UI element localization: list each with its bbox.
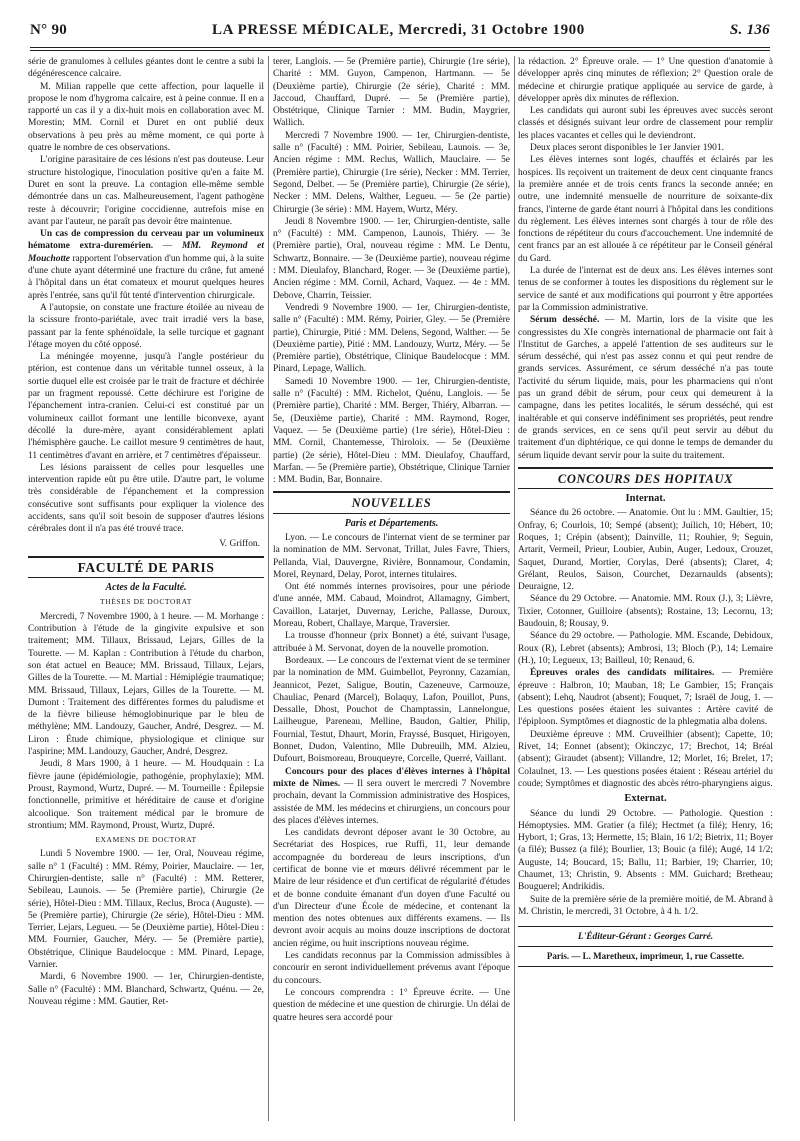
article-paragraph	[518, 667, 773, 728]
article-heading: Un cas de compression du cerveau par un volumineux hématome extra-duremérien.	[28, 229, 264, 252]
paragraph: Lyon. — Le concours de l'internat vient de se terminer par la nomination de MM. Servonat, Trillat, Jules Favre, Thiers, Pellanda, Vial, Dauvergne, Rivière, Bonnamour, Condamin, Morel, Reynard, Delay, Porot, internes titulaires.	[273, 532, 510, 580]
paragraph-text: rapportent l'observation d'un homme qui, à la suite d'une chute ayant déterminé une fracture du crâne, fut amené à l'hôpital dans un état comateux et mourut quelques heures après l'entrée, sans qu'il fût tenté d'intervention chirurgicale.	[28, 253, 264, 301]
paragraph: Deuxième épreuve : MM. Cruveilhier (absent); Capette, 10; Rivet, 14; Eonnet (absent); Okinczyc, 17; Brechot, 14; Bréal (absent); Giraudet (absent); Villandre, 12; Morlet, 16; Brelet, 17; Colaulnet, 13. — Les questions posées étaient : Réseau artériel du coude; Symptômes et diagnostic des abcès rétro-pharyngiens aigus.	[518, 729, 773, 789]
article-paragraph: Un cas de compression du cerveau par un volumineux hématome extra-duremérien. — MM. Reymond et Mouchotte rapportent l'observation d'un homme qui, à la suite d'une chute ayant déterminé une fracture du crâne, fut amené à l'hôpital dans un état comateux et mourut quelques heures après l'entrée, sans qu'il fût tenté d'intervention chirurgicale.	[28, 229, 264, 301]
subsection-title: Internat.	[625, 493, 666, 505]
paragraph: Le concours comprendra : 1° Épreuve écrite. — Une question de médecine et une question de chirurgie. Un délai de quatre heures sera accordé pour	[273, 987, 510, 1023]
paragraph: terer, Langlois. — 5e (Première partie), Chirurgie (1re série), Charité : MM. Guyon, Campenon, Hartmann. — 5e (Deuxième partie), Chirurgie (2e série), Charité : MM. Jaccoud, Chauffard, Dupré. — 5e (Première partie), Obstétrique, Clinique Tarnier : MM. Budin, Maygrier, Wallich.	[273, 57, 510, 129]
page-header	[30, 22, 770, 44]
paragraph: Les candidats qui auront subi les épreuves avec succès seront classés et désignés suivant leur ordre de classement pour remplir les places vacantes et celles qui le deviendront.	[518, 106, 773, 141]
paragraph: Séance du lundi 29 Octobre. — Pathologie. Question : Hémoptysies. MM. Gratier (a filé); Hectmet (a filé); Henry, 16; Hybort, 1; Gras, 13; Hermette, 15; Blain, 16 1/2; Bietrix, 11; Boyer (a filé); Bussez (a filé); Bourlier, 13; Bouic (a filé); Augé, 14 1/2; Auguste, 14; Boucard, 15; Ballu, 11; Barbier, 19; Charrier, 10; Chaumet, 13; Christin, 9. Absents : MM. Guichard; Bretheau; Bouguerel; Andrikidis.	[518, 808, 773, 893]
paragraph: L'origine parasitaire de ces lésions n'est pas douteuse. Leur structure histologique, l'inoculation positive qu'en a faite M. Duret en sont la preuve. La contagion elle-même semble démontrée dans un cas. Malheureusement, l'agent pathogène reste à découvrir; l'origine coccidienne, autrefois mise en avant par l'auteur, ne paraît pas devoir être maintenue.	[28, 155, 264, 227]
paragraph: Les candidats reconnus par la Commission admissibles à concourir en seront individuellement prévenus avant l'époque du concours.	[273, 951, 510, 986]
paragraph: Mercredi, 7 Novembre 1900, à 1 heure. — M. Morhange : Contribution à l'étude de la gingivite expulsive et son traitement; MM. Tillaux, Brissaud, Lejars, Gilles de la Tourette. — M. Kaplan : Contribution à l'étude du charbon, son état actuel en Beauce; MM. Brissaud, Tillaux, Lejars, Gilles de la Tourette. — M. Martial : Hémiplégie traumatique; MM. Brissaud, Tillaux, Lejars, Gilles de la Tourette. — M. Dumont : Traitement des différentes formes du paludisme et de la fièvre bilieuse hémoglobinurique par le bleu de méthylène; MM. Landouzy, Gaucher, André, Desgrez. — M. Liron : Étude chimique, physiologique et clinique sur l'aspirine; MM. Landouzy, Gaucher, André, Desgrez.	[28, 611, 264, 758]
paragraph: Séance du 29 Octobre. — Anatomie. MM. Roux (J.), 3; Lièvre, Tixier, Cotonner, Guilloire (absents); Rostaine, 13; Lecornu, 13; Baudouin, 8; Rousay, 9.	[518, 594, 773, 630]
subsection-title: Paris et Départements.	[344, 517, 439, 529]
article-heading: Sérum desséché.	[530, 315, 600, 326]
subsection-label: EXAMENS DE DOCTORAT	[95, 835, 197, 845]
article-heading: Concours pour des places d'élèves internes à l'hôpital mixte de Nîmes.	[273, 766, 510, 789]
editor-credit: L'Éditeur-Gérant : Georges Carré.	[518, 926, 773, 943]
page-reference: S. 136	[729, 22, 770, 38]
paragraph: Jeudi 8 Novembre 1900. — 1er, Chirurgien-dentiste, salle n° (Faculté) : MM. Campenon, Launois, Thiéry. — 3e (Première partie), Oral, nouveau régime : MM. Le Dentu, Schwartz, Bonnaire. — 3e (Deuxième partie), nouveau régime : MM. Dieulafoy, Blanchard, Roger. — 3e (Deuxième partie), Ancien régime : MM. Cornil, Achard, Vaquez. — 4e : MM. Debove, Charrin, Teissier.	[273, 216, 510, 301]
paragraph: série de granulomes à cellules géantes dont le centre a subi la dégénérescence calcaire.	[28, 57, 264, 80]
paragraph: Mercredi 7 Novembre 1900. — 1er, Chirurgien-dentiste, salle n° (Faculté) : MM. Poirier, Sebileau, Launois. — 3e, Ancien régime : MM. Reclus, Wallich, Mauclaire. — 5e (Première partie), Chirurgie (1re série), Necker : MM. Terrier, Segond, Delbet. — 5e (Première partie), Chirurgie (2e série), Necker : MM. Delens, Walther, Legueu. — 5e (2e partie) Chirurgie (3e série) : MM. Hayem, Wurtz, Méry.	[273, 130, 510, 215]
column-3	[518, 56, 773, 1123]
paragraph: la rédaction. 2° Épreuve orale. — 1° Une question d'anatomie à développer après cinq minutes de réflexion; 2° Question orale de médecine et chirurgie pratique appliquée au service de garde, à développer après dix minutes de réflexion.	[518, 57, 773, 104]
article-paragraph	[273, 766, 510, 827]
subsection-label: THÈSES DE DOCTORAT	[100, 597, 192, 607]
paragraph: Samedi 10 Novembre 1900. — 1er, Chirurgien-dentiste, salle n° (Faculté) : MM. Richelot, Quénu, Langlois. — 5e (Première partie), Charité : MM. Berger, Thiéry, Albarran. — 5e, (Deuxième partie), Charité : MM. Raymond, Roger, Vaquez. — 5e (Deuxième partie) (1re série), Hôtel-Dieu : MM. Cornil, Chantemesse, Thiroloix. — 5e (Deuxième partie) (2e série), Hôtel-Dieu : MM. Dieulafoy, Chauffard, Marfan. — 5e (Première partie), Obstétrique, Clinique Tarnier : MM. Budin, Bar, Bonnaire.	[273, 376, 510, 486]
paragraph: Les lésions paraissent de celles pour lesquelles une intervention rapide eût pu être utile. D'autre part, le volume très considérable de l'épanchement et la compression consécutive sont suffisants pour expliquer la violence des accidents, sans qu'il soit besoin de supposer d'autres lésions cérébrales dont il n'a pas été trouvé trace.	[28, 462, 264, 535]
section-title-concours: CONCOURS DES HOPITAUX	[518, 467, 773, 489]
paragraph-text: — Première épreuve : Halbron, 10; Mauban, 18; Le Gambier, 15; Français (absent); Lehq, Naudrot (absent); Fouquet, 7; Israël de Joug, 1. — Les questions posées étaient les suivantes : Artère cavité de l'épiploon. Symptômes et diagnostic de la phlegmatia alba dolens.	[518, 668, 773, 728]
paragraph: A l'autopsie, on constate une fracture étoilée au niveau de la scissure fronto-pariétale, avec trait irradié vers la base, passant par la fente sphénoïdale, la selle turcique et gagnant l'étage moyen du côté opposé.	[28, 302, 264, 350]
section-title-faculte: FACULTÉ DE PARIS	[28, 556, 264, 578]
paragraph: M. Milian rappelle que cette affection, pour laquelle il propose le nom d'hygroma calcaire, est à peine connue. Il en a rapporté un cas il y a dix-huit mois en collaboration avec M. Morestin; MM. Cornil et Duret en ont publié deux observations à peu près au même moment, ce qui porte à quatre le nombre de ces observations.	[28, 81, 264, 154]
author-signature: V. Griffon.	[219, 538, 260, 549]
paragraph: Lundi 5 Novembre 1900. — 1er, Oral, Nouveau régime, salle n° 1 (Faculté) : MM. Rémy, Poirier, Mauclaire. — 1er, Chirurgien-dentiste, salle n° (Faculté) : MM. Retterer, Sebileau, Launois. — 5e (Première partie), Chirurgie (2e série), Hôtel-Dieu : MM. Tillaux, Reclus, Broca (Auguste). — 5e (Première partie), Chirurgie (2e série), Hôtel-Dieu : MM. Terrier, Lejars, Legueu. — 5e (Deuxième partie), Hôtel-Dieu : MM. Fournier, Gaucher, Méry. — 5e (Première partie), Obstétrique, Clinique Baudelocque : MM. Pinard, Lepage, Varnier.	[28, 849, 264, 971]
paragraph: Séance du 26 octobre. — Anatomie. Ont lu : MM. Gaultier, 15; Onfray, 6; Courlois, 10; Sempé (absent); Juilich, 10; Hébert, 10; Roques, 1; Crépin (absent); Dainville, 11; Rouhier, 9; Seguin, Artarit, Vermeil, Prieur, Loubier, Aubin, Auger, Ledoux, Crouzet, Saquet, Durand, Mortier, Corylas, Deré (absents); Claret, 4; Grélant, Reulos, Saison, Courchet, Dezarnaulds (absents); Deuraigne, 12.	[518, 508, 773, 593]
paragraph: Suite de la première série de la première moitié, de M. Abrand à M. Christin, le mercredi, 31 Octobre, à 4 h. 1/2.	[518, 894, 773, 917]
paragraph: Bordeaux. — Le concours de l'externat vient de se terminer par la nomination de MM. Guimbellot, Peyronny, Cazamian, Jeannicot, Pezet, Saligue, Boutin, Cazeneuve, Carmouze, Chauliac, Penard (Marcel), Bolaquy, Lafon, Pouillot, Puns, Dessalle, Dhost, Pouchot de Champtassin, Lannelongue, Lailheugue, Pareneau, Melline, Baudon, Galtier, Philip, Fournial, Testut, Dhaurt, Morin, Frayssé, Busquet, Hirigoyen, Bonnet, Dudon, Valentino, Mlle Dubreuilh, MM. Alzieu, Dufourt, Boismoreau, Brouqueyre, Corcelle, Querré, Vaillant.	[273, 655, 510, 765]
paragraph: Jeudi, 8 Mars 1900, à 1 heure. — M. Houdquain : La fièvre jaune (épidémiologie, pathogénie, prophylaxie); MM. Proust, Raymond, Wurtz, Dupré. — M. Tourneille : Épilepsie fonctionnelle, primitive et héréditaire de cause et d'origine alcoolique. Son traitement médical par le bromure de strontium; MM. Raymond, Proust, Wurtz, Dupré.	[28, 759, 264, 831]
header-rule-double	[30, 50, 770, 51]
column-1	[28, 56, 264, 1123]
paragraph-text: — M. Martin, lors de la visite que les congressistes du XIe congrès international de pharmacie ont fait à l'Institut de Garches, a appelé l'attention de ses auditeurs sur le sérum desséché, qui n'est pas assez connu et qui peut rendre de grands services. Assurément, ce sérum desséché n'a pas toute l'activité du sérum liquide, mais, pour les pharmaciens qui n'ont pas un grand débit de sérum, pour ceux qui demeurent à la campagne, dans les petites localités, le sérum desséché, qui est inaltérable et qui conserve indéfiniment ses propriétés, peut rendre de grands services, en ce sens qu'il peut servir au début du traitement d'un diphtérique, ce qui donne le temps de demander du sérum liquide devant servir pour la suite du traitement.	[518, 315, 773, 461]
journal-title: LA PRESSE MÉDICALE, Mercredi, 31 Octobre 1900	[212, 22, 585, 38]
article-paragraph	[518, 314, 773, 462]
paragraph: Deux places seront disponibles le 1er Janvier 1901.	[530, 143, 724, 154]
header-rule	[30, 47, 770, 48]
paragraph: La durée de l'internat est de deux ans. Les élèves internes sont tenus de se conformer à toutes les dispositions du règlement sur le service de santé et aux modifications qui pourront y être apportées par la Commission administrative.	[518, 266, 773, 313]
column-divider	[514, 56, 515, 1121]
paragraph: Ont été nommés internes provisoires, pour une période d'une année, MM. Cabaud, Moindrot, Allamagny, Gimbert, Cavaillon, Latarjet, Duvernay, Leriche, Pallasse, Duroux, Moreau, Robert, Challaye, Marque, Traversier.	[273, 582, 510, 630]
article-heading: Épreuves orales des candidats militaires.	[530, 668, 715, 679]
section-title-nouvelles: NOUVELLES	[273, 491, 510, 513]
paragraph: Séance du 29 octobre. — Pathologie. MM. Escande, Debidoux, Roux (R), Lebret (absents); Ambrosi, 13; Bloch (P.), 14; Lemaire (H.), 10; Legueux, 13; Bailleul, 10; Renaud, 6.	[518, 631, 773, 666]
article-authors: MM. Reymond et Mouchotte	[28, 241, 264, 264]
subsection-title: Actes de la Faculté.	[105, 582, 187, 594]
printer-credit: Paris. — L. Maretheux, imprimeur, 1, rue Cassette.	[518, 946, 773, 966]
paragraph: Les candidats devront déposer avant le 30 Octobre, au Secrétariat des Hospices, rue Ruffi, 11, leur demande accompagnée du bordereau de leurs inscriptions, d'un certificat de bonne vie et mœurs délivré récemment par le Maire de leur résidence et d'un certificat de régularité d'études et de bonne conduite émanant d'un doyen d'une Faculté ou d'un Directeur d'une École de médecine, et contenant la mention des notes obtenues aux différents examens. — Ils devront avoir acquis au moins douze inscriptions de doctorat ancien régime, ou huit inscriptions nouveau régime.	[273, 828, 510, 949]
paragraph: Vendredi 9 Novembre 1900. — 1er, Chirurgien-dentiste, salle n° (Faculté) : MM. Rémy, Poirier, Gley. — 5e (Première partie), Chirurgie, Pitié : MM. Delens, Segond, Walther. — 5e (Deuxième partie), Pitié : MM. Landouzy, Wurtz, Méry. — 5e (Première partie), Obstétrique, Clinique Baudelocque : MM. Pinard, Lepage, Wallich.	[273, 302, 510, 375]
page-number: N° 90	[30, 22, 68, 38]
column-divider	[268, 56, 269, 1121]
paragraph: Les élèves internes sont logés, chauffés et éclairés par les hospices. Ils reçoivent un traitement de deux cent cinquante francs la première année et de trois cents francs la seconde année; en outre, une indemnité mensuelle de nourriture de soixante-dix francs, l'interne de garde étant nourri à l'hôpital dans les conditions du règlement. Les élèves internes sont chargés à tour de rôle des fonctions de répétiteur du cours d'accouchement. Une indemnité de cent francs par an est allouée à ce répétiteur par le Conseil général du Gard.	[518, 155, 773, 264]
paragraph: La méningée moyenne, jusqu'à l'angle postérieur du ptérion, est contenue dans un véritable tunnel osseux, à la sortie duquel elle est croisée par le trait de fracture et déchirée par un fragment repoussé. Cette déchirure est l'origine de l'épanchement intra-cranien. Celui-ci est constitué par un volumineux caillot formant une lentille biconvexe, ayant décollé la dure-mère, ayant considérablement aplati l'hémisphère gauche. Le caillot mesure 9 centimètres de haut, 11 centimètres d'avant en arrière, et 7 centimètres d'épaisseur.	[28, 352, 264, 461]
subsection-title: Externat.	[624, 793, 667, 805]
column-2	[273, 56, 510, 1123]
paragraph: Mardi, 6 Novembre 1900. — 1er, Chirurgien-dentiste, Salle n° (Faculté) : MM. Blanchard, Schwartz, Quénu. — 2e, Nouveau régime : MM. Gautier, Ret-	[28, 972, 264, 1007]
paragraph: La trousse d'honneur (prix Bonnet) a été, suivant l'usage, attribuée à M. Servonat, doyen de la nouvelle promotion.	[273, 631, 510, 654]
paragraph-text: — Il sera ouvert le mercredi 7 Novembre prochain, devant la Commission administrative des Hospices, assistée de MM. les médecins et chirurgiens, un concours pour des places d'élèves internes.	[273, 778, 510, 826]
